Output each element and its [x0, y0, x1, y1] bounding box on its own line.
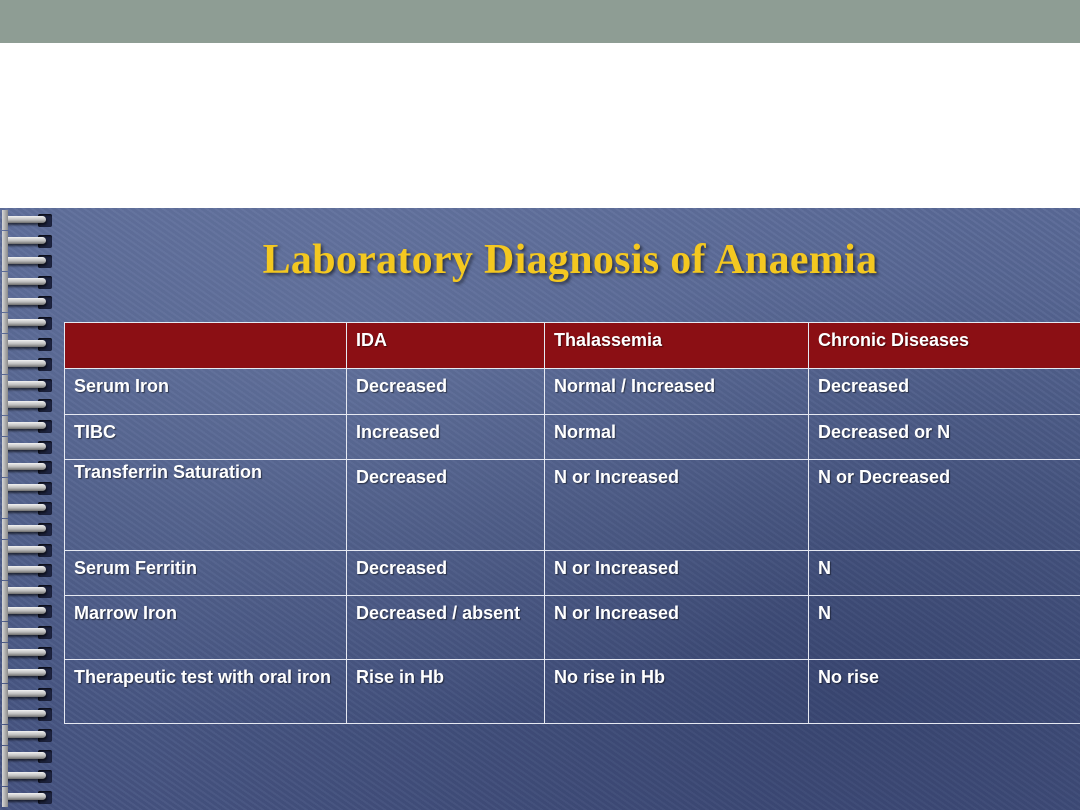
slide-image	[0, 208, 1080, 810]
table-header-cell: Thalassemia	[545, 323, 809, 369]
table-row	[65, 415, 1080, 460]
spiral-ring	[2, 315, 54, 333]
table-cell: Serum Iron	[65, 369, 347, 415]
spiral-ring	[2, 706, 54, 724]
table-cell: Decreased / absent	[347, 596, 545, 660]
spiral-ring	[2, 583, 54, 601]
table-cell: Decreased	[809, 369, 1080, 415]
spiral-ring	[2, 294, 54, 312]
table-row	[65, 369, 1080, 415]
spiral-ring	[2, 274, 54, 292]
spiral-ring	[2, 727, 54, 745]
table-row	[65, 460, 1080, 551]
table-header-cell: IDA	[347, 323, 545, 369]
table-cell: Decreased	[347, 369, 545, 415]
spiral-ring	[2, 356, 54, 374]
table-cell: TIBC	[65, 415, 347, 460]
table-row	[65, 551, 1080, 596]
table-header-cell: Chronic Diseases	[809, 323, 1080, 369]
spiral-ring	[2, 665, 54, 683]
spiral-ring	[2, 439, 54, 457]
spiral-ring	[2, 212, 54, 230]
table-row	[65, 596, 1080, 660]
spiral-ring	[2, 686, 54, 704]
table-cell: Serum Ferritin	[65, 551, 347, 596]
table-cell: N	[809, 551, 1080, 596]
table-cell: Transferrin Saturation	[65, 460, 347, 551]
table-cell: Increased	[347, 415, 545, 460]
table-cell: Therapeutic test with oral iron	[65, 660, 347, 724]
spiral-ring	[2, 645, 54, 663]
spiral-ring	[2, 768, 54, 786]
slide-title: Laboratory Diagnosis of Anaemia	[262, 237, 878, 283]
table-cell: Rise in Hb	[347, 660, 545, 724]
spiral-ring	[2, 418, 54, 436]
table-cell: N	[809, 596, 1080, 660]
spiral-ring	[2, 562, 54, 580]
spiral-ring	[2, 624, 54, 642]
lab-diagnosis-table	[64, 322, 1080, 724]
table-cell: Normal	[545, 415, 809, 460]
spiral-ring	[2, 500, 54, 518]
table-cell: Decreased	[347, 460, 545, 551]
spiral-ring	[2, 521, 54, 539]
table-cell: Normal / Increased	[545, 369, 809, 415]
table-row	[65, 660, 1080, 724]
spiral-ring	[2, 397, 54, 415]
table-header-row	[65, 323, 1080, 369]
table-cell: No rise	[809, 660, 1080, 724]
table-cell: No rise in Hb	[545, 660, 809, 724]
table-cell: N or Increased	[545, 460, 809, 551]
spiral-ring	[2, 748, 54, 766]
spiral-binding	[0, 208, 62, 810]
spiral-ring	[2, 253, 54, 271]
table-cell: N or Increased	[545, 551, 809, 596]
top-bar	[0, 0, 1080, 43]
spiral-ring	[2, 603, 54, 621]
spiral-ring	[2, 789, 54, 807]
table-header-cell	[65, 323, 347, 369]
table-cell: N or Decreased	[809, 460, 1080, 551]
spiral-ring	[2, 542, 54, 560]
spiral-ring	[2, 233, 54, 251]
table-cell: N or Increased	[545, 596, 809, 660]
spiral-ring	[2, 377, 54, 395]
table-cell: Marrow Iron	[65, 596, 347, 660]
spiral-ring	[2, 480, 54, 498]
spiral-ring	[2, 336, 54, 354]
table-cell: Decreased or N	[809, 415, 1080, 460]
table-cell: Decreased	[347, 551, 545, 596]
spiral-ring	[2, 459, 54, 477]
